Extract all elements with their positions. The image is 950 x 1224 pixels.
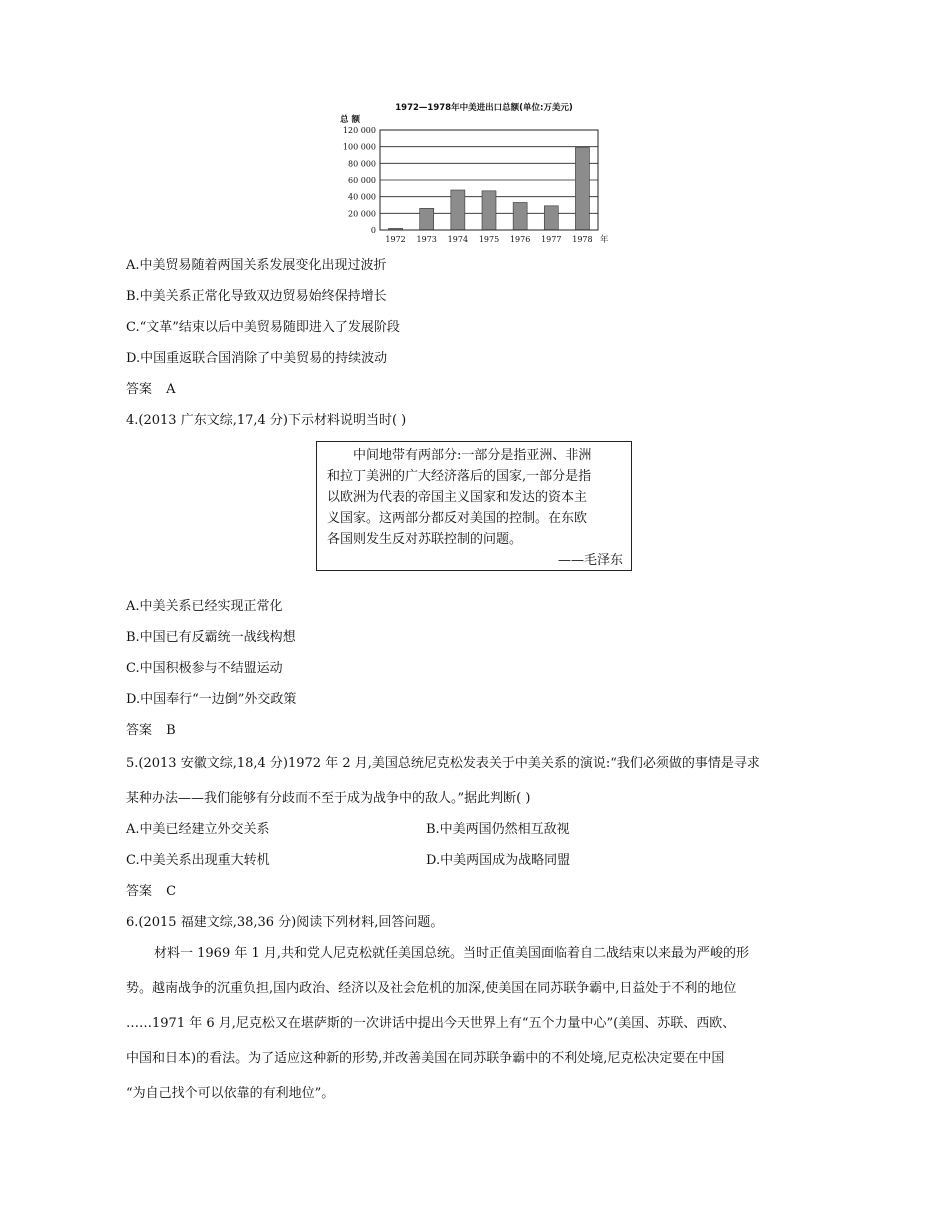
bar-1978	[575, 148, 589, 231]
q5-answer: 答案 C	[126, 884, 177, 899]
q6-material-line: 中国和日本)的看法。为了适应这种新的形势,并改善美国在同苏联争霸中的不利处境,尼克松决定要在中国	[126, 1051, 725, 1066]
q3-option-d: D.中国重返联合国消除了中美贸易的持续波动	[126, 351, 388, 366]
q4-option-d: D.中国奉行“一边倒”外交政策	[126, 692, 297, 707]
y-tick-label: 60 000	[348, 176, 376, 185]
x-tick-label: 1972	[385, 235, 406, 244]
chart-bars	[389, 148, 590, 231]
trade-bar-chart	[330, 98, 620, 248]
bar-1976	[513, 203, 527, 231]
quote-author: ——毛泽东	[557, 553, 623, 568]
x-tick-label: 1978	[572, 235, 593, 244]
q5-option-c: C.中美关系出现重大转机	[126, 853, 270, 868]
q6-material-line: 势。越南战争的沉重负担,国内政治、经济以及社会危机的加深,使美国在同苏联争霸中,日益处于不利的地位	[126, 981, 737, 996]
y-tick-label: 0	[370, 226, 376, 235]
x-tick-label: 1973	[416, 235, 437, 244]
y-tick-labels	[343, 126, 376, 235]
quote-line: 义国家。这两部分都反对美国的控制。在东欧	[327, 511, 588, 526]
q3-option-a: A.中美贸易随着两国关系发展变化出现过波折	[126, 258, 387, 273]
x-tick-label: 1975	[478, 235, 500, 244]
q5-option-b: B.中美两国仍然相互敌视	[426, 822, 570, 837]
q6-stem: 6.(2015 福建文综,38,36 分)阅读下列材料,回答问题。	[126, 915, 444, 930]
x-axis-label: 年	[600, 235, 609, 245]
y-tick-label: 80 000	[348, 159, 376, 169]
x-tick-labels	[385, 235, 592, 244]
quote-line: 和拉丁美洲的广大经济落后的国家,一部分是指	[327, 469, 592, 484]
bar-1974	[451, 190, 465, 230]
q4-option-a: A.中美关系已经实现正常化	[126, 599, 283, 614]
q3-answer: 答案 A	[126, 382, 176, 397]
q5-stem-line2: 某种办法——我们能够有分歧而不至于成为战争中的敌人。”据此判断( )	[126, 791, 531, 806]
y-axis-label: 总 额	[340, 115, 360, 125]
q6-material-line: ……1971 年 6 月,尼克松又在堪萨斯的一次讲话中提出今天世界上有“五个力量中心”(美国、苏联、西欧、	[126, 1016, 736, 1031]
x-tick-label: 1977	[541, 235, 562, 244]
x-tick-label: 1974	[447, 235, 469, 244]
quote-line: 各国则发生反对苏联控制的问题。	[327, 532, 523, 547]
q5-option-d: D.中美两国成为战略同盟	[426, 853, 571, 868]
quote-line: 以欧洲为代表的帝国主义国家和发达的资本主	[327, 490, 588, 505]
q4-quote-box	[316, 441, 632, 571]
q4-option-c: C.中国积极参与不结盟运动	[126, 661, 283, 676]
y-tick-label: 20 000	[348, 209, 376, 219]
quote-line: 中间地带有两部分:一部分是指亚洲、非洲	[353, 448, 592, 463]
q3-option-c: C.“文革”结束以后中美贸易随即进入了发展阶段	[126, 320, 400, 335]
chart-title: 1972—1978年中美进出口总额(单位:万美元)	[395, 103, 573, 113]
bar-1975	[482, 191, 496, 230]
x-tick-label: 1976	[509, 235, 531, 244]
bar-1977	[544, 206, 558, 230]
q6-material-line: “为自己找个可以依靠的有利地位”。	[126, 1086, 335, 1101]
q4-stem: 4.(2013 广东文综,17,4 分)下示材料说明当时( )	[126, 413, 407, 428]
q5-stem-line1: 5.(2013 安徽文综,18,4 分)1972 年 2 月,美国总统尼克松发表关于中美关系的演说:“我们必须做的事情是寻求	[126, 756, 760, 771]
q6-material-line: 材料一 1969 年 1 月,共和党人尼克松就任美国总统。当时正值美国面临着自二战结束以来最为严峻的形	[154, 946, 750, 961]
q4-answer: 答案 B	[126, 723, 176, 738]
y-tick-label: 100 000	[342, 142, 376, 152]
y-tick-label: 120 000	[342, 126, 376, 135]
q4-option-b: B.中国已有反霸统一战线构想	[126, 630, 296, 645]
bar-1973	[420, 208, 434, 230]
q5-option-a: A.中美已经建立外交关系	[126, 822, 270, 837]
y-tick-label: 40 000	[348, 192, 376, 202]
q3-option-b: B.中美关系正常化导致双边贸易始终保持增长	[126, 289, 387, 304]
